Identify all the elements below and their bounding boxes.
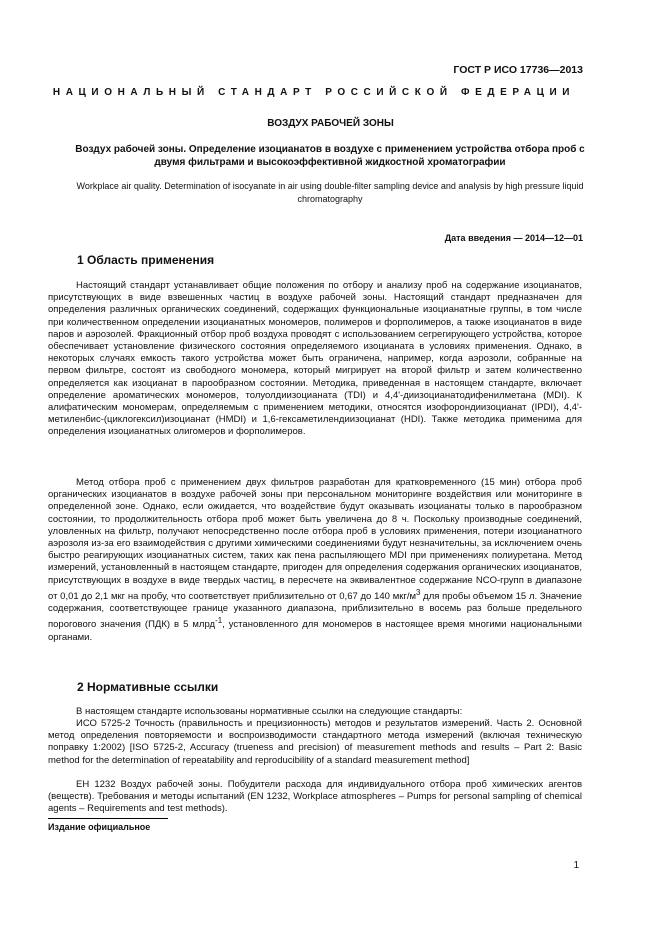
section-2-paragraph-1: В настоящем стандарте использованы нормативные ссылки на следующие стандарты: <box>76 706 463 717</box>
document-code: ГОСТ Р ИСО 17736—2013 <box>453 64 583 76</box>
section-1-paragraph-2: Метод отбора проб с применением двух фильтров разработан для кратковременного (15 мин) отбора проб органических изоцианатов в воздухе рабочей зоны при персональном мониторинге воздействия или мониторинге в определенной зоне. Однако, если ожидается, что воздействие будут оказывать изоцианаты только в парообразном состоянии, то продолжительность отбора проб может быть увеличена до 8 ч. Поскольку производные соединений, уловленных на фильтр, получают непосредственно после отбора проб в условиях применения, потери изоцианатного аэрозоля из-за его взаимодействия с другими химическими соединениями будут незначительны, за исключением очень быстро реагирующих изоцианатных систем, таких как пена распыляющего MDI при применениях полиуретана. Метод измерений, установленный в настоящем стандарте, пригоден для определения содержания органических изоцианатов, присутствующих в воздухе в виде твердых частиц, в пересчете на эквивалентное содержание NCO-групп в диапазоне от 0,01 до 2,1 мкг на пробу, что соответствует приблизительно от 0,67 до 140 мкг/$м^3$ для пробы объемом 15 л. Значение содержания, соответствующее границе указанного диапазона, приблизительно в восемь раз больше предельного порогового значения (ПДК) в 5 млрд$^{-1}$, установленного для мономеров в настоящее время многими национальными органами. <box>48 477 583 643</box>
footer-divider <box>48 818 168 819</box>
section-2-paragraph-3: ЕН 1232 Воздух рабочей зоны. Побудители расхода для индивидуального отбора проб химических агентов (веществ). Требования и методы испытаний (EN 1232, Workplace atmospheres – Pumps for personal sampling of chemical agents – Requirements and test methods). <box>48 779 582 815</box>
introduction-date: Дата введения — 2014—12—01 <box>444 233 583 243</box>
section-1-heading: 1 Область применения <box>77 253 215 267</box>
document-subtitle-ru: Воздух рабочей зоны. Определение изоцианатов в воздухе с применением устройства отбора проб с двумя фильтрами и высокоэффективной жидкостной хроматографии <box>75 144 585 168</box>
page-number: 1 <box>573 860 579 871</box>
superscript-minus-one: -1 <box>215 616 223 626</box>
superscript-cubic: 3 <box>416 587 421 597</box>
section-2-heading: 2 Нормативные ссылки <box>77 680 219 694</box>
document-subtitle-en: Workplace air quality. Determination of isocyanate in air using double-filter sampling device and analysis by high pressure liquid chromatography <box>76 181 584 204</box>
national-standard-banner: НАЦИОНАЛЬНЫЙ СТАНДАРТ РОССИЙСКОЙ ФЕДЕРАЦИИ <box>52 87 576 98</box>
section-1-paragraph-1: Настоящий стандарт устанавливает общие положения по отбору и анализу проб на содержание изоцианатов, присутствующих в виде взвешенных частиц в воздухе рабочей зоны. Настоящий стандарт предназначен для определения различных органических соединений, содержащих функциональные изоцианатные группы, в том числе при количественном определении изоцианатных мономеров, полимеров и форполимеров, а также изоцианатов в виде паров и аэрозолей. Фракционный отбор проб воздуха проводят с использованием сегрегирующего устройства, которое обеспечивает установление физического состояния определяемого изоцианата в условиях применения. Однако, в некоторых случаях емкость такого устройства может быть ограничена, например, когда аэрозоли, собранные на первом фильтре, состоят из свободного мономера, который мигрирует на второй фильтр и затем количественно определяется как изоцианат в парообразном состоянии. Методика, приведенная в настоящем стандарте, включает определение ароматических мономеров, толуолдиизоцианата (TDI) и 4,4'-диизоцианатодифенилметана (MDI). К алифатическим мономерам, определяемым с применением методики, относятся изофорондиизоцианат (IPDI), 4,4'-метиленбис-(циклогексил)изоцианат (HMDI) и 1,6-гексаметилендиизоцианат (HDI). Также методика применима для определения изоцианатных олигомеров и форполимеров. <box>48 280 582 438</box>
official-edition-label: Издание официальное <box>48 822 151 832</box>
document-title: ВОЗДУХ РАБОЧЕЙ ЗОНЫ <box>267 118 394 129</box>
section-2-paragraph-2: ИСО 5725-2 Точность (правильность и прецизионность) методов и результатов измерений. Часть 2. Основной метод определения повторяемости и воспроизводимости стандартного метода измерений (включая техническую поправку 1:2002) [ISO 5725-2, Accuracy (trueness and precision) of measurement methods and results – Part 2: Basic method for the determination of repeatability and reproducibility of a standard measurement method] <box>48 718 582 766</box>
